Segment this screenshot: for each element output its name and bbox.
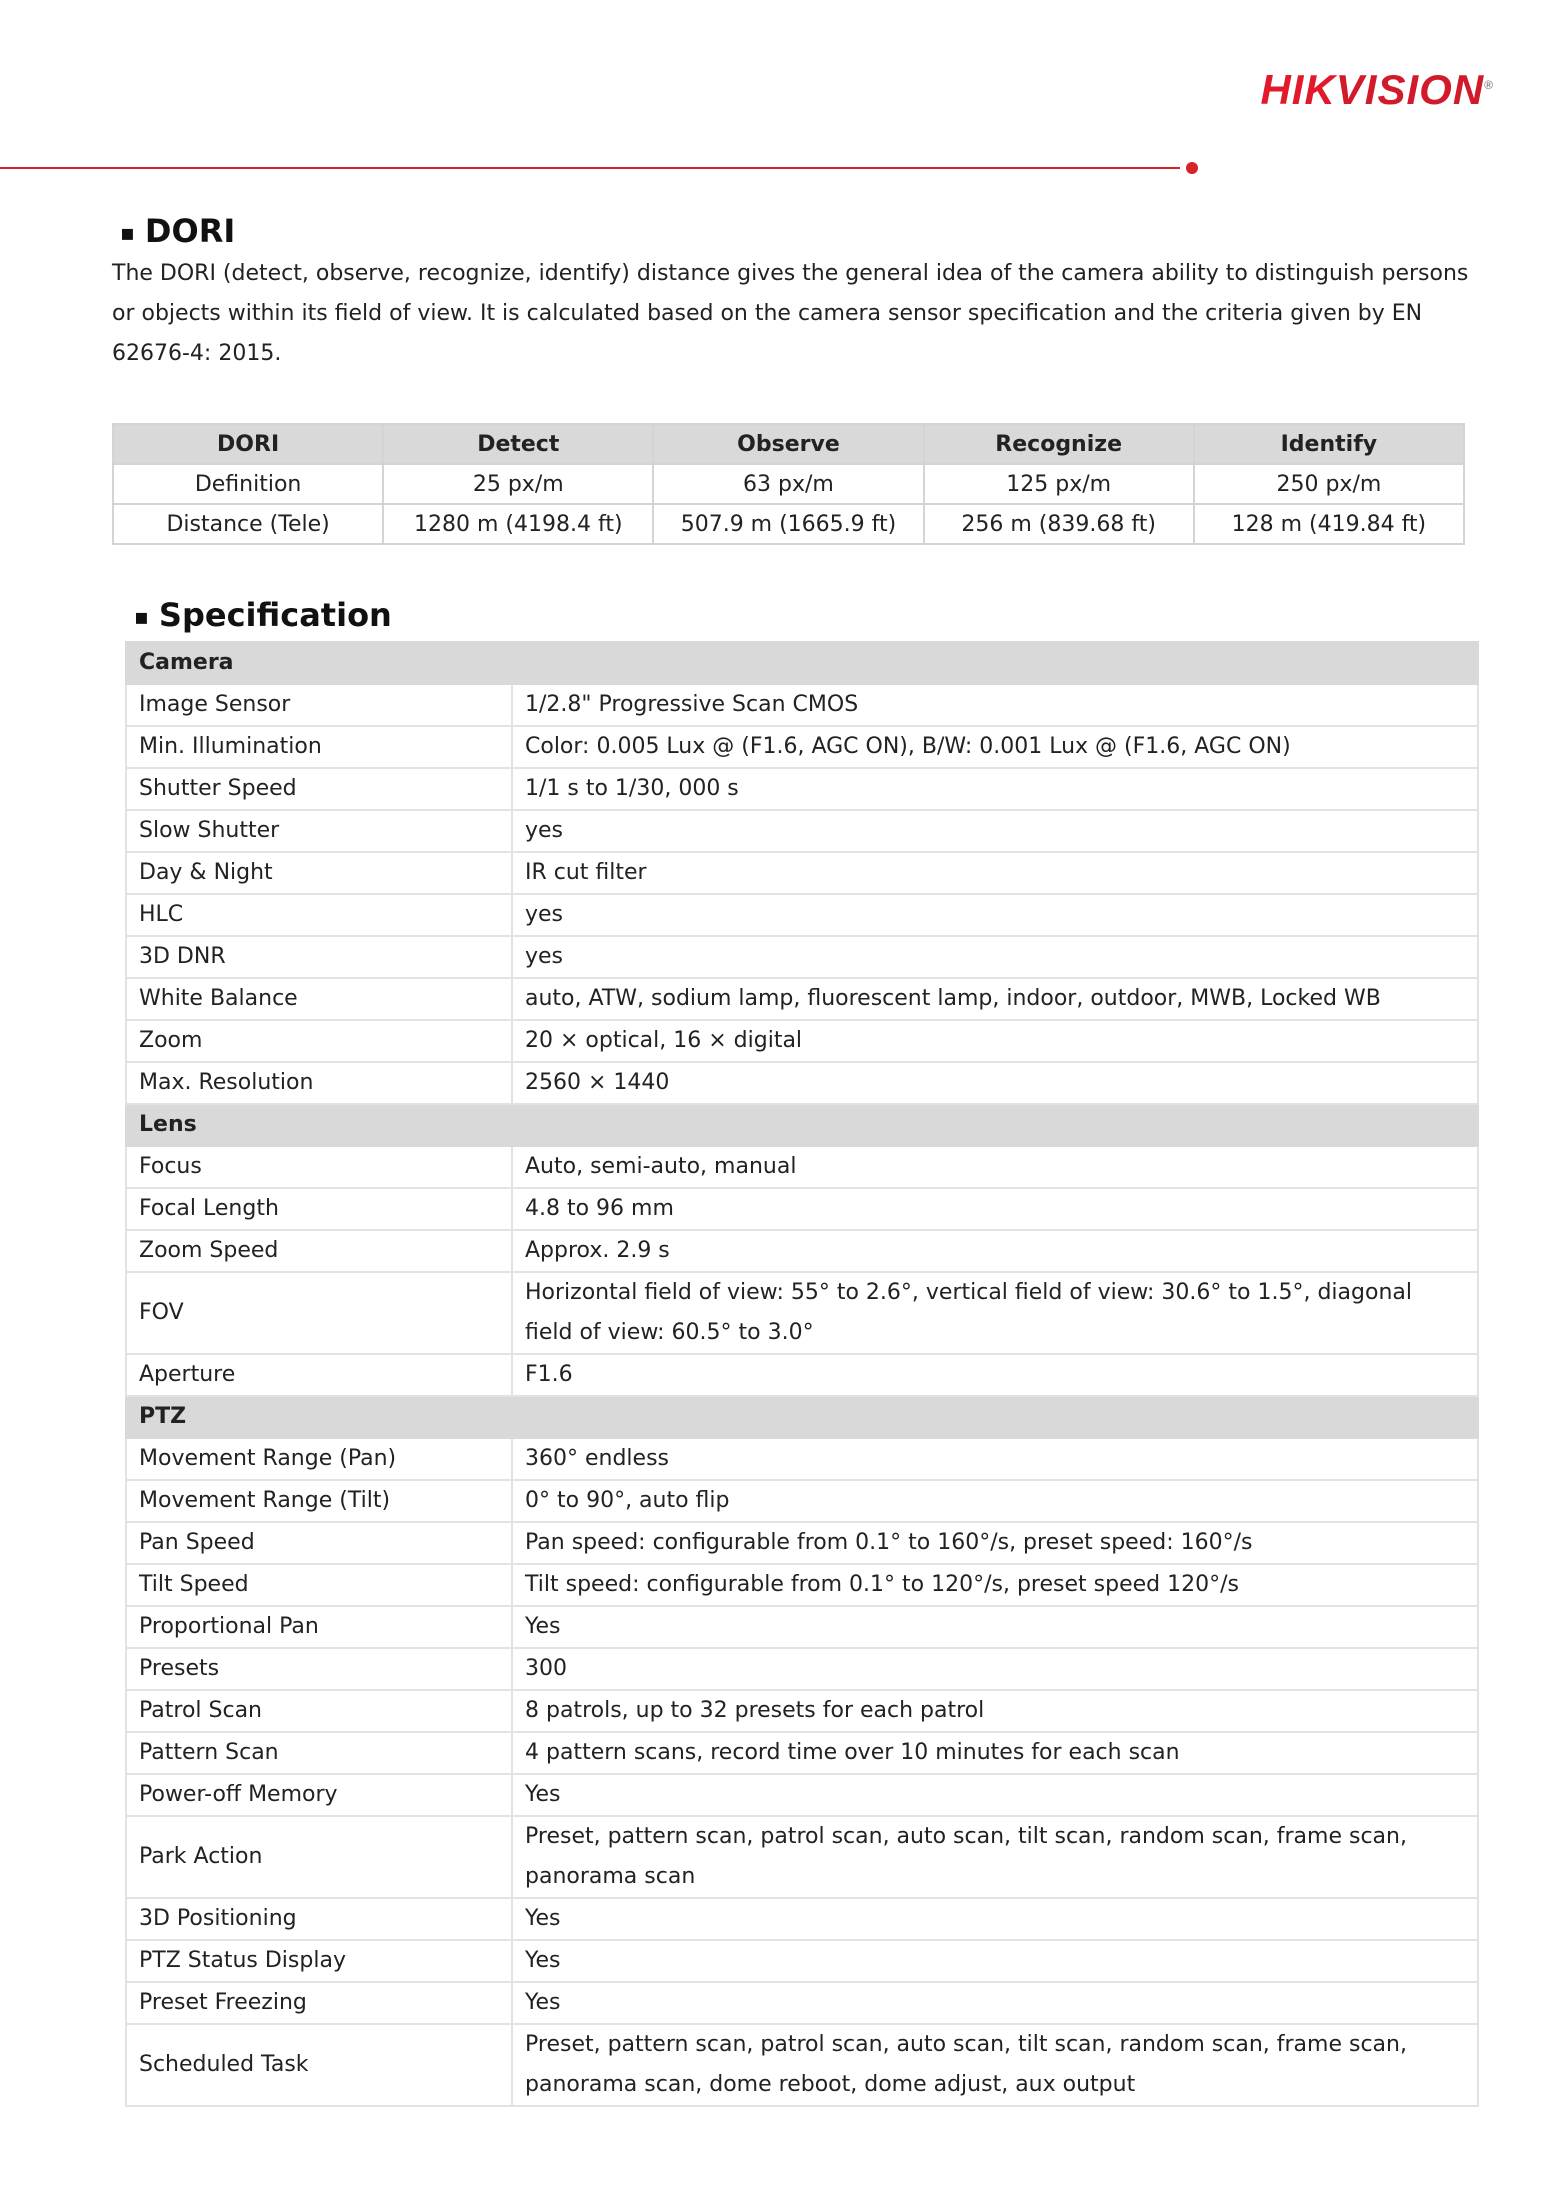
spec-value: Yes — [512, 1774, 1478, 1816]
dori-cell: Distance (Tele) — [113, 504, 383, 544]
dori-header-cell: Observe — [653, 424, 923, 464]
spec-label: Zoom Speed — [126, 1230, 512, 1272]
spec-value: 0° to 90°, auto flip — [512, 1480, 1478, 1522]
spec-value: 8 patrols, up to 32 presets for each patrol — [512, 1690, 1478, 1732]
spec-value: yes — [512, 936, 1478, 978]
spec-value: 300 — [512, 1648, 1478, 1690]
spec-row — [126, 1230, 1478, 1272]
spec-value: Approx. 2.9 s — [512, 1230, 1478, 1272]
spec-label: Zoom — [126, 1020, 512, 1062]
spec-row — [126, 1898, 1478, 1940]
divider-dot — [1186, 162, 1198, 174]
spec-row — [126, 2024, 1478, 2106]
spec-value: Tilt speed: configurable from 0.1° to 120°/s, preset speed 120°/s — [512, 1564, 1478, 1606]
spec-label: Movement Range (Tilt) — [126, 1480, 512, 1522]
spec-value: 2560 × 1440 — [512, 1062, 1478, 1104]
header-divider — [0, 167, 1180, 169]
dori-cell: 125 px/m — [924, 464, 1194, 504]
hikvision-logo: HIKVISION® — [1260, 66, 1494, 113]
dori-cell: 250 px/m — [1194, 464, 1464, 504]
dori-cell: 507.9 m (1665.9 ft) — [653, 504, 923, 544]
spec-label: Min. Illumination — [126, 726, 512, 768]
dori-header-cell: Identify — [1194, 424, 1464, 464]
spec-value: 360° endless — [512, 1438, 1478, 1480]
spec-row — [126, 684, 1478, 726]
spec-row — [126, 1774, 1478, 1816]
spec-row — [126, 726, 1478, 768]
spec-label: Focus — [126, 1146, 512, 1188]
bullet-icon: ▪ — [134, 604, 149, 630]
dori-header-cell: Recognize — [924, 424, 1194, 464]
dori-heading: ▪ DORI — [120, 212, 236, 250]
spec-label: PTZ Status Display — [126, 1940, 512, 1982]
spec-row — [126, 1188, 1478, 1230]
spec-label: Scheduled Task — [126, 2024, 512, 2106]
spec-row — [126, 810, 1478, 852]
spec-group-row — [126, 1104, 1478, 1146]
spec-value: 4 pattern scans, record time over 10 minutes for each scan — [512, 1732, 1478, 1774]
spec-label: Focal Length — [126, 1188, 512, 1230]
spec-value: Preset, pattern scan, patrol scan, auto scan, tilt scan, random scan, frame scan, panorama scan — [512, 1816, 1478, 1898]
spec-label: 3D DNR — [126, 936, 512, 978]
spec-row — [126, 1480, 1478, 1522]
spec-value: Yes — [512, 1898, 1478, 1940]
spec-label: Max. Resolution — [126, 1062, 512, 1104]
spec-group-title: Camera — [126, 642, 1478, 684]
spec-row — [126, 936, 1478, 978]
spec-label: Proportional Pan — [126, 1606, 512, 1648]
spec-row — [126, 1272, 1478, 1354]
spec-row — [126, 1438, 1478, 1480]
spec-label: Slow Shutter — [126, 810, 512, 852]
spec-label: Movement Range (Pan) — [126, 1438, 512, 1480]
spec-label: Aperture — [126, 1354, 512, 1396]
dori-row-definition — [113, 464, 1464, 504]
spec-label: Power-off Memory — [126, 1774, 512, 1816]
spec-row — [126, 1522, 1478, 1564]
dori-cell: 25 px/m — [383, 464, 653, 504]
specification-heading: ▪ Specification — [134, 596, 392, 634]
spec-label: Shutter Speed — [126, 768, 512, 810]
spec-label: Preset Freezing — [126, 1982, 512, 2024]
specification-table — [125, 641, 1479, 2107]
spec-row — [126, 1940, 1478, 1982]
spec-row — [126, 1690, 1478, 1732]
spec-row — [126, 1982, 1478, 2024]
dori-table — [112, 423, 1465, 545]
spec-value: Horizontal field of view: 55° to 2.6°, vertical field of view: 30.6° to 1.5°, diagonal field of view: 60.5° to 3.0° — [512, 1272, 1478, 1354]
spec-group-title: Lens — [126, 1104, 1478, 1146]
dori-header-cell: DORI — [113, 424, 383, 464]
spec-value: auto, ATW, sodium lamp, fluorescent lamp, indoor, outdoor, MWB, Locked WB — [512, 978, 1478, 1020]
spec-value: Color: 0.005 Lux @ (F1.6, AGC ON), B/W: 0.001 Lux @ (F1.6, AGC ON) — [512, 726, 1478, 768]
spec-value: Auto, semi-auto, manual — [512, 1146, 1478, 1188]
spec-group-row — [126, 1396, 1478, 1438]
spec-value: F1.6 — [512, 1354, 1478, 1396]
dori-cell: Definition — [113, 464, 383, 504]
spec-value: 4.8 to 96 mm — [512, 1188, 1478, 1230]
spec-group-row — [126, 642, 1478, 684]
spec-row — [126, 1062, 1478, 1104]
spec-value: yes — [512, 894, 1478, 936]
spec-row — [126, 768, 1478, 810]
spec-value: 1/1 s to 1/30, 000 s — [512, 768, 1478, 810]
spec-value: Preset, pattern scan, patrol scan, auto scan, tilt scan, random scan, frame scan, panorama scan, dome reboot, dome adjust, aux output — [512, 2024, 1478, 2106]
dori-intro: The DORI (detect, observe, recognize, identify) distance gives the general idea of the camera ability to distinguish persons or objects within its field of view. It is calculated based on the camera sensor specification and the criteria given by EN 62676-4: 2015. — [112, 261, 1469, 366]
spec-label: White Balance — [126, 978, 512, 1020]
dori-cell: 256 m (839.68 ft) — [924, 504, 1194, 544]
spec-label: Tilt Speed — [126, 1564, 512, 1606]
spec-label: Patrol Scan — [126, 1690, 512, 1732]
spec-value: 20 × optical, 16 × digital — [512, 1020, 1478, 1062]
spec-row — [126, 852, 1478, 894]
spec-value: 1/2.8" Progressive Scan CMOS — [512, 684, 1478, 726]
dori-header-row — [113, 424, 1464, 464]
spec-label: Pattern Scan — [126, 1732, 512, 1774]
dori-row-distance — [113, 504, 1464, 544]
spec-label: Pan Speed — [126, 1522, 512, 1564]
spec-row — [126, 894, 1478, 936]
spec-row — [126, 1606, 1478, 1648]
spec-value: Yes — [512, 1982, 1478, 2024]
spec-label: Park Action — [126, 1816, 512, 1898]
spec-value: Pan speed: configurable from 0.1° to 160°/s, preset speed: 160°/s — [512, 1522, 1478, 1564]
dori-cell: 128 m (419.84 ft) — [1194, 504, 1464, 544]
spec-row — [126, 1146, 1478, 1188]
spec-row — [126, 1816, 1478, 1898]
spec-row — [126, 1564, 1478, 1606]
spec-value: yes — [512, 810, 1478, 852]
spec-row — [126, 1732, 1478, 1774]
spec-row — [126, 1354, 1478, 1396]
spec-label: Presets — [126, 1648, 512, 1690]
spec-row — [126, 1020, 1478, 1062]
spec-label: Day & Night — [126, 852, 512, 894]
spec-label: FOV — [126, 1272, 512, 1354]
spec-row — [126, 978, 1478, 1020]
dori-cell: 1280 m (4198.4 ft) — [383, 504, 653, 544]
spec-value: Yes — [512, 1940, 1478, 1982]
dori-cell: 63 px/m — [653, 464, 923, 504]
spec-label: HLC — [126, 894, 512, 936]
spec-row — [126, 1648, 1478, 1690]
spec-label: Image Sensor — [126, 684, 512, 726]
bullet-icon: ▪ — [120, 220, 135, 246]
spec-value: IR cut filter — [512, 852, 1478, 894]
spec-value: Yes — [512, 1606, 1478, 1648]
spec-label: 3D Positioning — [126, 1898, 512, 1940]
spec-group-title: PTZ — [126, 1396, 1478, 1438]
dori-header-cell: Detect — [383, 424, 653, 464]
